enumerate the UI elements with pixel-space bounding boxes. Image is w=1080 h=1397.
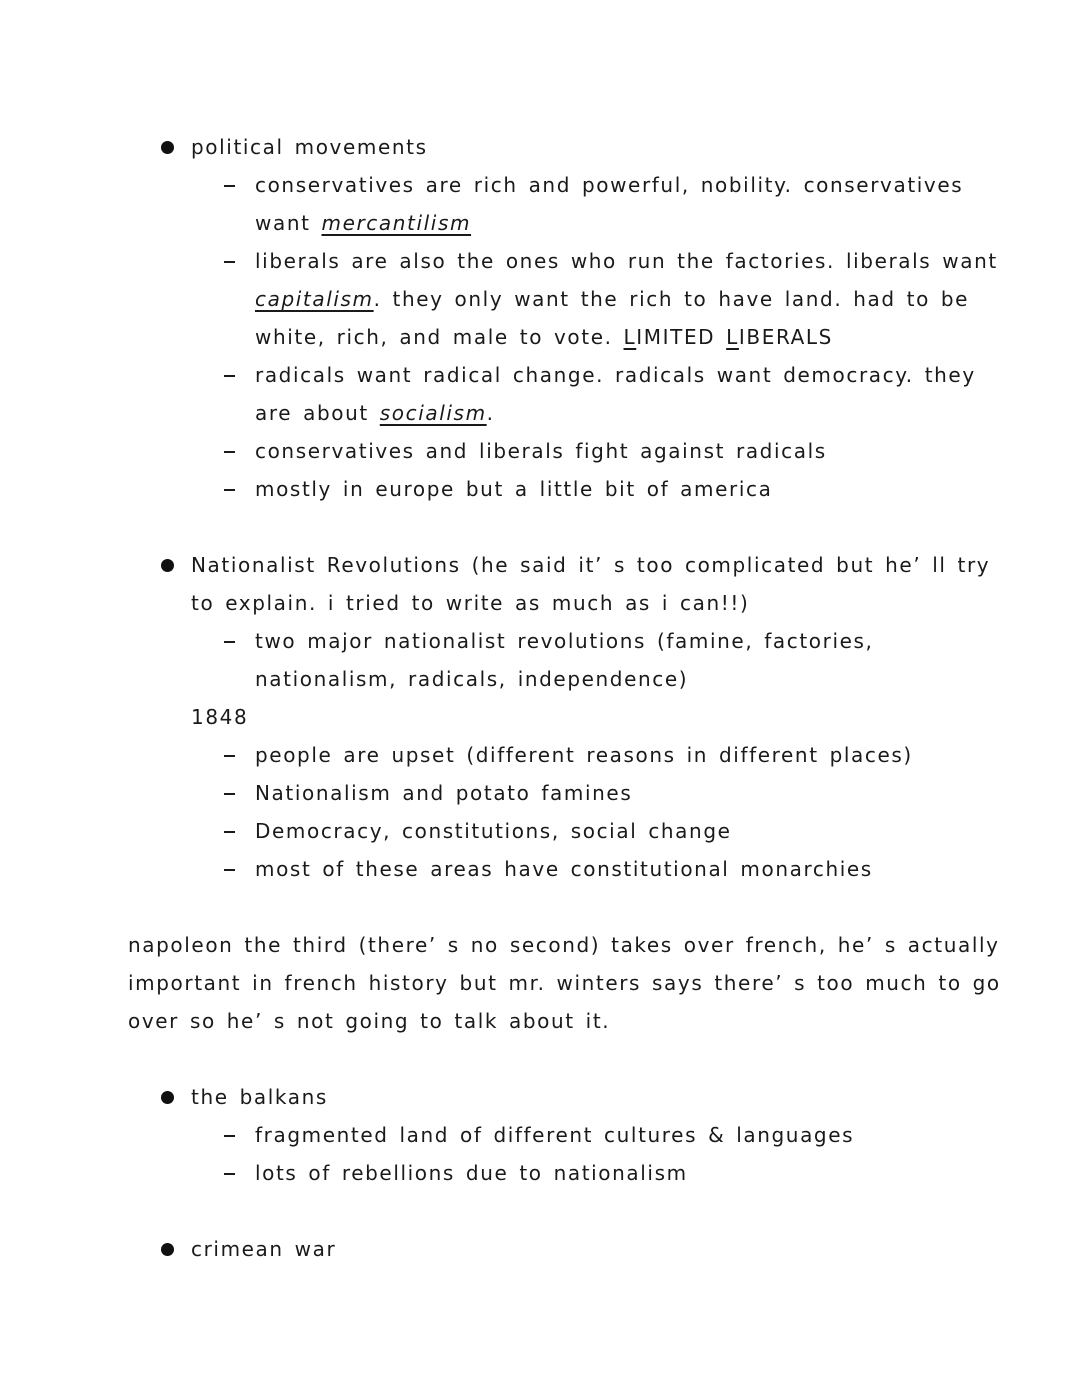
bullet-dot [161, 1091, 174, 1104]
rebellions-line: lots of rebellions due to nationalism [255, 1161, 688, 1185]
fight-line: conservatives and liberals fight against radicals [255, 439, 827, 463]
dash [224, 489, 235, 491]
dash [224, 451, 235, 453]
upset-line: people are upset (different reasons in different places) [255, 743, 913, 767]
dash [224, 831, 235, 833]
monarchies-line: most of these areas have constitutional monarchies [255, 857, 873, 881]
liberals-line-2 [255, 280, 969, 318]
crimean-war-heading: crimean war [191, 1237, 337, 1261]
text: . they only want the rich to have land. had to be [373, 287, 970, 311]
dash [224, 793, 235, 795]
balkans-heading: the balkans [191, 1085, 328, 1109]
democracy-line: Democracy, constitutions, social change [255, 819, 732, 843]
mercantilism-term: mercantilism [321, 211, 472, 235]
text: want [255, 211, 322, 235]
napoleon-line-1: napoleon the third (there’ s no second) takes over french, he’ s actually [128, 933, 1000, 957]
liberals-line-3 [255, 318, 833, 356]
conservatives-line-1: conservatives are rich and powerful, nobility. conservatives [255, 173, 964, 197]
dash [224, 1173, 235, 1175]
fragmented-line: fragmented land of different cultures & languages [255, 1123, 855, 1147]
capitalism-term: capitalism [255, 287, 374, 311]
underlined-letter: L [623, 325, 637, 349]
dash [224, 185, 235, 187]
nationalist-heading-line-2: to explain. i tried to write as much as i can!!) [191, 591, 750, 615]
socialism-term: socialism [379, 401, 487, 425]
napoleon-line-3: over so he’ s not going to talk about it. [128, 1009, 611, 1033]
bullet-dot [161, 141, 174, 154]
dash [224, 869, 235, 871]
radicals-line-2 [255, 394, 495, 432]
dash [224, 755, 235, 757]
europe-line: mostly in europe but a little bit of america [255, 477, 773, 501]
dash [224, 641, 235, 643]
political-movements-heading: political movements [191, 135, 428, 159]
text: are about [255, 401, 380, 425]
bullet-dot [161, 559, 174, 572]
dash [224, 375, 235, 377]
napoleon-line-2: important in french history but mr. winters says there’ s too much to go [128, 971, 1001, 995]
year-1848: 1848 [191, 705, 249, 729]
liberals-line-1: liberals are also the ones who run the factories. liberals want [255, 249, 998, 273]
two-major-line-2: nationalism, radicals, independence) [255, 667, 689, 691]
text: . [486, 401, 495, 425]
text: white, rich, and male to vote. [255, 325, 624, 349]
text: IBERALS [738, 325, 833, 349]
radicals-line-1: radicals want radical change. radicals want democracy. they [255, 363, 976, 387]
dash [224, 261, 235, 263]
dash [224, 1135, 235, 1137]
two-major-line-1: two major nationalist revolutions (famine, factories, [255, 629, 874, 653]
text: IMITED [636, 325, 727, 349]
conservatives-line-2 [255, 204, 471, 242]
underlined-letter: L [726, 325, 739, 349]
bullet-dot [161, 1243, 174, 1256]
famines-line: Nationalism and potato famines [255, 781, 633, 805]
nationalist-heading-line-1: Nationalist Revolutions (he said it’ s too complicated but he’ ll try [191, 553, 991, 577]
